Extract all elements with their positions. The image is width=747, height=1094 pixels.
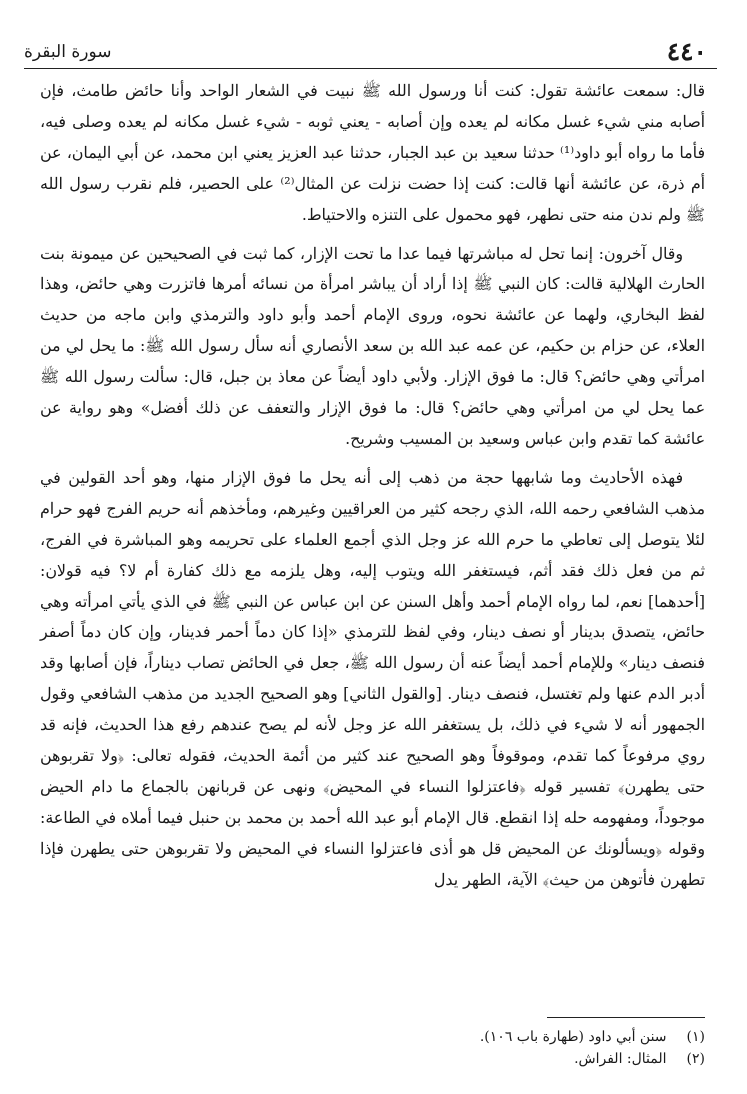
page-number: ٤٤٠ bbox=[666, 37, 707, 66]
surah-title: سورة البقرة bbox=[24, 42, 112, 62]
footnote-number: (٢) bbox=[686, 1051, 705, 1067]
main-text bbox=[40, 76, 705, 904]
page-header bbox=[24, 38, 717, 69]
footnote-2 bbox=[300, 1048, 705, 1070]
footnote-1 bbox=[300, 1026, 705, 1048]
paragraph-2: وقال آخرون: إنما تحل له مباشرتها فيما عدا ما تحت الإزار، كما ثبت في الصحيحين عن ميمونة بنت الحارث الهلالية قالت: كان النبي ﷺ إذا أراد أن يباشر امرأة من نسائه أمرها فاتزرت وهي حائض، وهذا لفظ البخاري، ولهما عن عائشة نحوه، وروى الإمام أحمد وأبو داود والترمذي وابن ماجه من حديث العلاء، عن حزام بن حكيم، عن عمه عبد الله بن سعد الأنصاري أنه سأل رسول الله ﷺ: ما يحل لي من امرأتي وهي حائض؟ قال: ما فوق الإزار. ولأبي داود أيضاً عن معاذ بن جبل، قال: سألت رسول الله ﷺ عما يحل لي من امرأتي وهي حائض؟ قال: ما فوق الإزار والتعفف عن ذلك أفضل» وهو رواية عن عائشة كما تقدم وابن عباس وسعيد بن المسيب وشريح. bbox=[40, 243, 705, 448]
footnote-number: (١) bbox=[686, 1029, 705, 1045]
footnotes bbox=[300, 1026, 705, 1070]
paragraph-3: فهذه الأحاديث وما شابهها حجة من ذهب إلى أنه يحل ما فوق الإزار منها، وهو أحد القولين في مذهب الشافعي رحمه الله، الذي رجحه كثير من العراقيين وغيرهم، ومأخذهم أنه حريم الفرج فهو حرام لئلا يتوصل إلى تعاطي ما حرم الله عز وجل الذي أجمع العلماء على تحريمه وهو المباشرة في الفرج، ثم من فعل ذلك فقد أثم، فيستغفر الله ويتوب إليه، وهل يلزمه مع ذلك كفارة أم لا؟ فيه قولان: [أحدهما] نعم، لما رواه الإمام أحمد وأهل السنن عن ابن عباس عن النبي ﷺ في الذي يأتي امرأته وهي حائض، يتصدق بدينار أو نصف دينار، وفي لفظ للترمذي «إذا كان دماً أحمر فدينار، وإن كان دماً أصفر فنصف دينار» وللإمام أحمد أيضاً عنه أن رسول الله ﷺ، جعل في الحائض تصاب ديناراً، فإن أصابها وقد أدبر الدم عنها ولم تغتسل، فنصف دينار. [والقول الثاني] وهو الصحيح الجديد من مذهب الشافعي وقول الجمهور أنه لا شيء في ذلك، بل يستغفر الله عز وجل لأنه لم يصح عندهم رفع هذا الحديث، فإنه قد روي مرفوعاً كما تقدم، وموقوفاً وهو الصحيح عند كثير من أئمة الحديث، فقوله تعالى: ﴿ولا تقربوهن حتى يطهرن﴾ تفسير قوله ﴿فاعتزلوا النساء في المحيض﴾ ونهى عن قربانهن بالجماع ما دام الحيض موجوداً، ومفهومه حله إذا انقطع. قال الإمام أبو عبد الله أحمد بن محمد بن حنبل فيما أملاه في الطاعة: وقوله ﴿ويسألونك عن المحيض قل هو أذى فاعتزلوا النساء في المحيض ولا تقربوهن حتى يطهرن فإذا تطهرن فأتوهن من حيث﴾ الآية، الطهر يدل bbox=[40, 467, 706, 889]
footnote-divider bbox=[547, 1017, 705, 1018]
paragraph-1: قال: سمعت عائشة تقول: كنت أنا ورسول الله ﷺ نبيت في الشعار الواحد وأنا حائض طامث، فإن أصابه مني شيء غسل مكانه لم يعده وإن أصابه - يعني ثوبه - شيء غسل مكانه لم يعده وصلى فيه، فأما ما رواه أبو داود⁽¹⁾ حدثنا سعيد بن عبد الجبار، حدثنا عبد العزيز يعني ابن محمد، عن أبي اليمان، عن أم ذرة، عن عائشة أنها قالت: كنت إذا حضت نزلت عن المثال⁽²⁾ على الحصير، فلم نقرب رسول الله ﷺ ولم ندن منه حتى نطهر، فهو محمول على التنزه والاحتياط. bbox=[40, 81, 706, 224]
footnote-text: المثال: الفراش. bbox=[574, 1051, 667, 1067]
footnote-text: سنن أبي داود (طهارة باب ١٠٦). bbox=[479, 1029, 667, 1045]
